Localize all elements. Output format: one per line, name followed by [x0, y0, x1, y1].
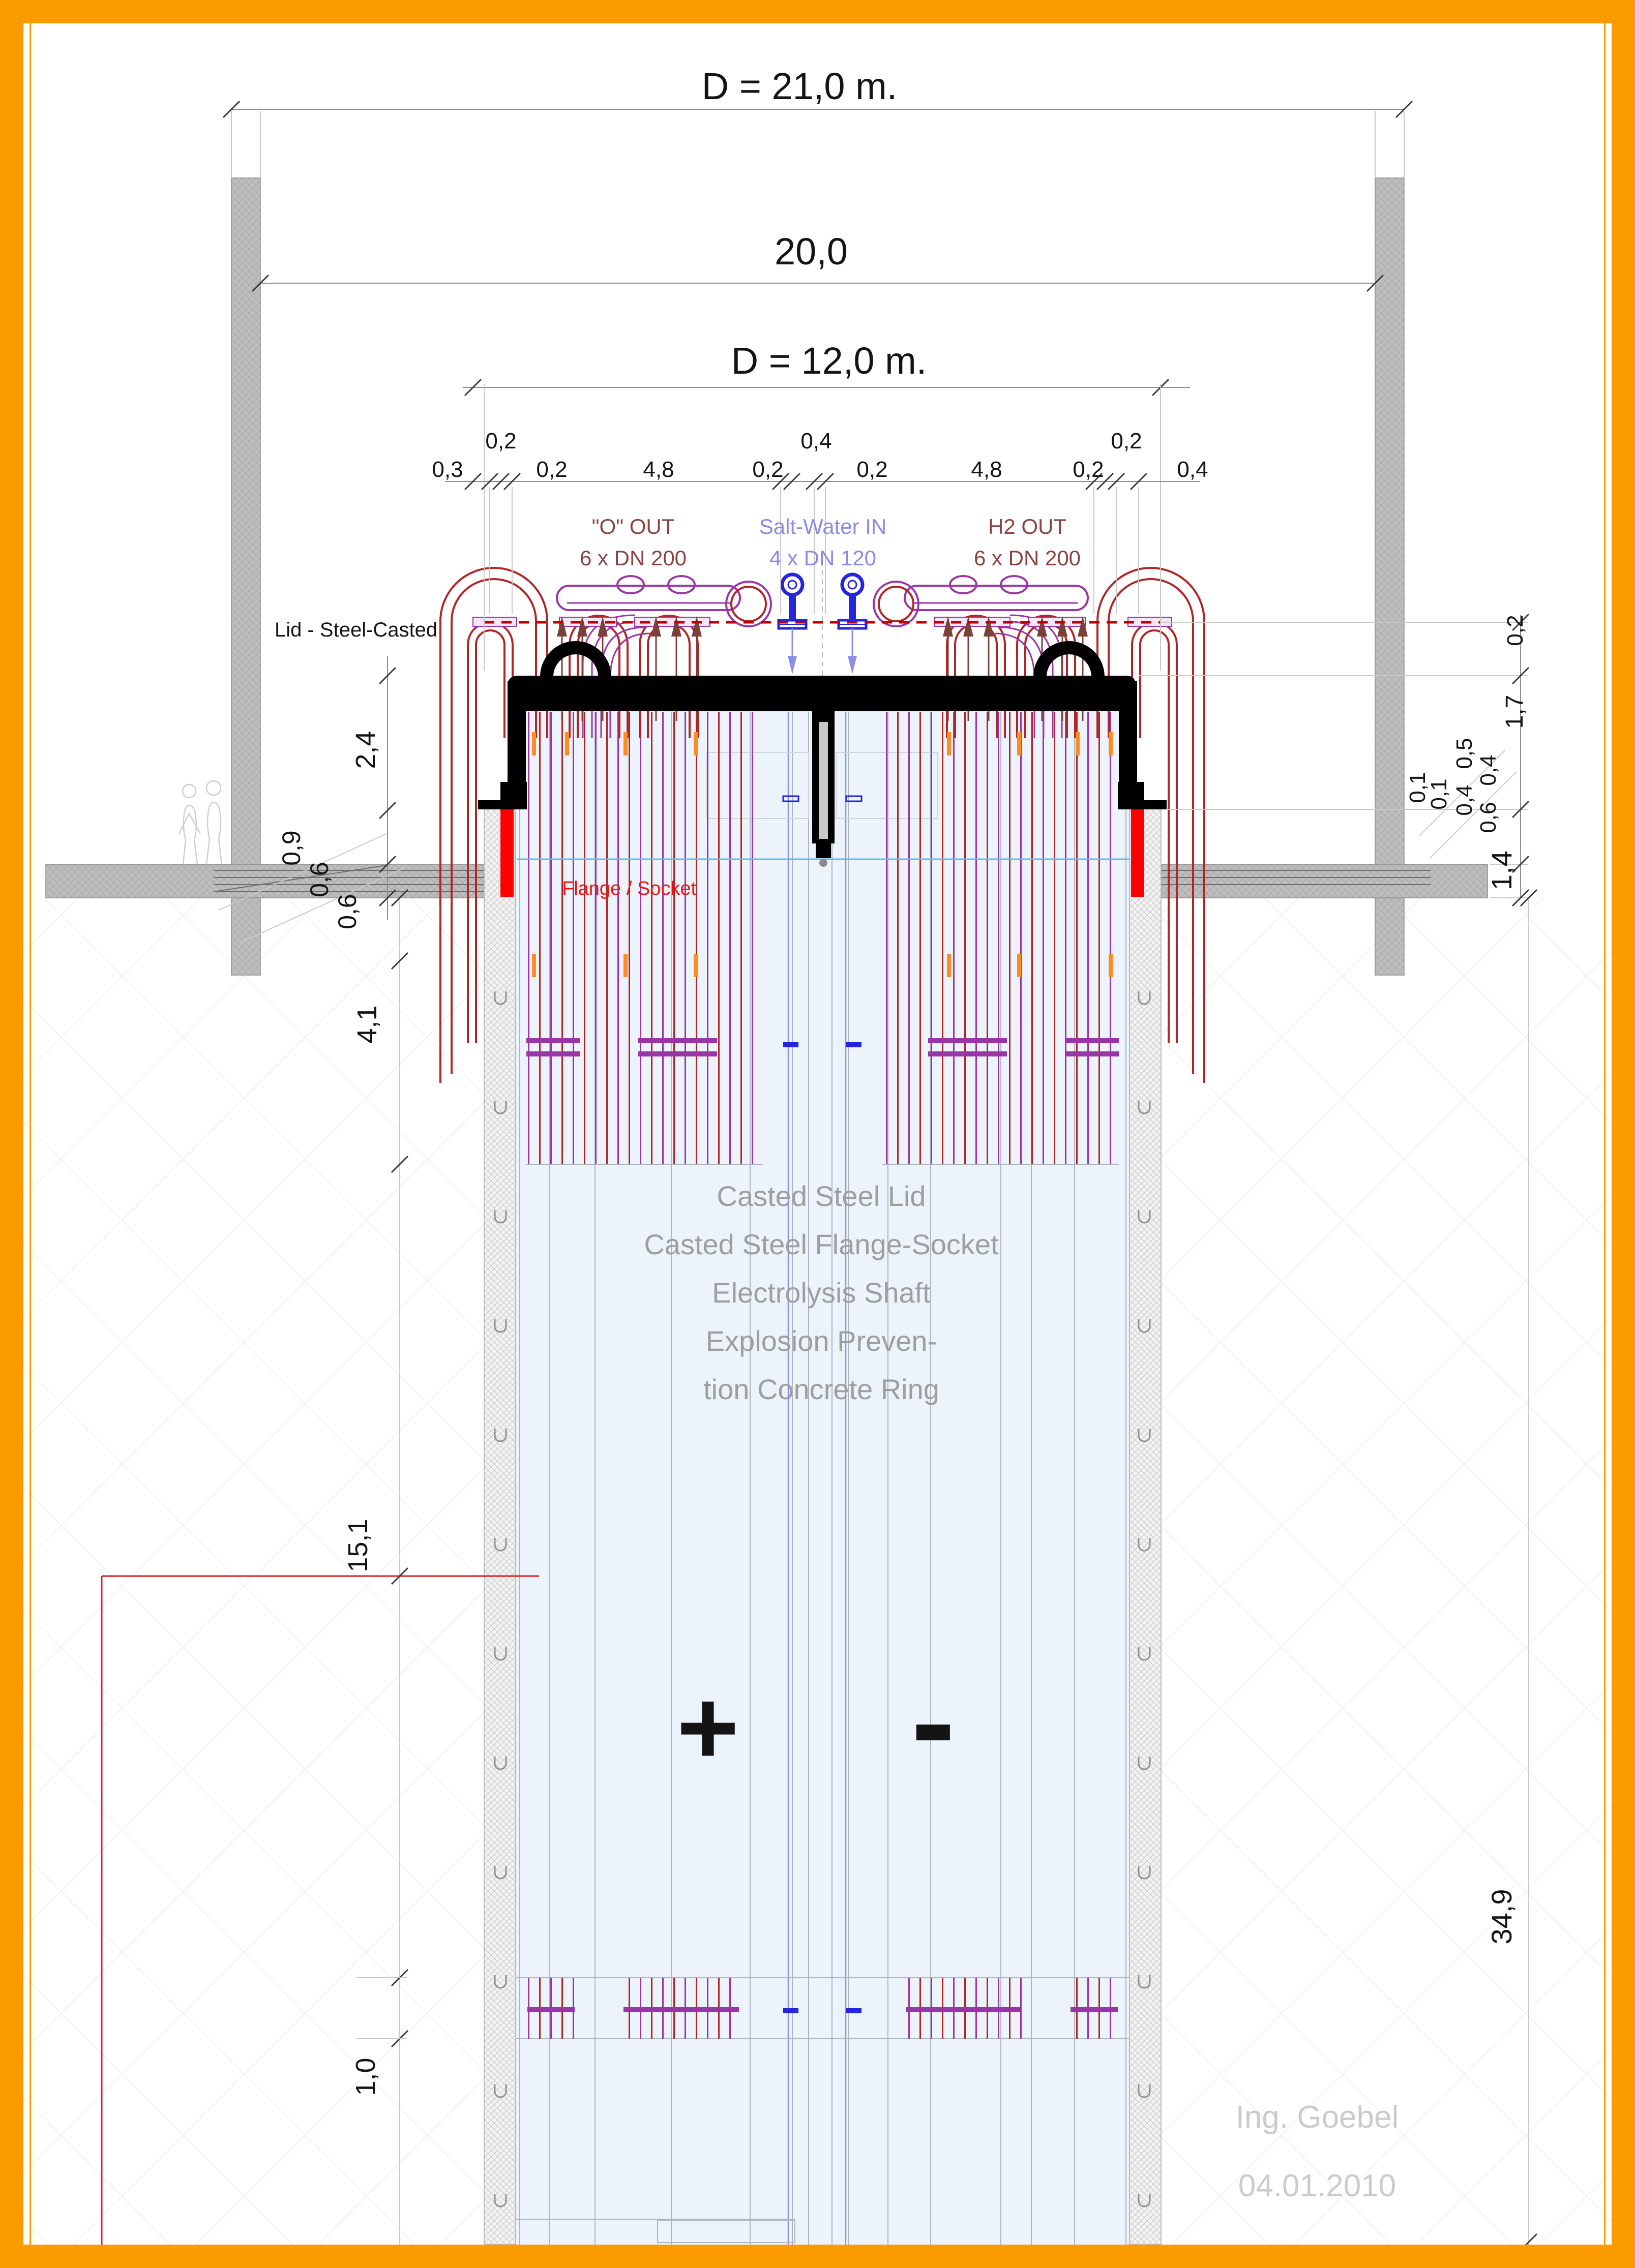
anode-plus-symbol: +	[676, 1668, 739, 1787]
dim-left: 15,1	[343, 1519, 373, 1573]
dim-upper: 0,2	[1111, 429, 1142, 453]
dim-inner-width: 20,0	[774, 230, 848, 273]
dim-left: 0,6	[333, 894, 362, 929]
dim-right: 0,5	[1452, 738, 1477, 769]
dim-right: 0,1	[1426, 778, 1451, 810]
right-ground-slab	[1161, 864, 1488, 898]
left-outer-wall	[231, 178, 260, 975]
dim-lid: 0,2	[1073, 457, 1104, 482]
dim-left: 1,0	[350, 2058, 381, 2096]
right-outer-wall	[1375, 178, 1404, 975]
cathode-minus-symbol: -	[911, 1648, 956, 1795]
dim-right: 0,1	[1405, 772, 1430, 803]
dim-left: 4,1	[352, 1005, 382, 1044]
dim-lid: 0,2	[752, 457, 784, 482]
center-text-line: Explosion Preven-	[705, 1325, 937, 1357]
dim-lid: 4,8	[971, 457, 1002, 482]
dim-lid: 0,2	[536, 457, 568, 482]
dim-right: 0,4	[1452, 784, 1477, 816]
dim-right: 34,9	[1485, 1889, 1518, 1945]
dim-right: 1,7	[1501, 694, 1528, 729]
lid-label: Lid - Steel-Casted	[275, 619, 438, 641]
pipe-label-h2-out: H2 OUT	[988, 515, 1067, 538]
center-text-line: Casted Steel Lid	[717, 1180, 926, 1212]
dim-left: 0,6	[305, 862, 334, 897]
dim-upper: 0,2	[485, 429, 517, 453]
dim-right: 0,2	[1503, 615, 1528, 646]
dim-lid: 4,8	[643, 457, 674, 482]
pipe-label-salt-water: Salt-Water IN	[759, 515, 887, 538]
pipe-label-o-out: "O" OUT	[591, 515, 675, 538]
dim-right: 0,6	[1476, 802, 1501, 833]
dim-lid: 0,2	[856, 457, 888, 482]
pipe-label-salt-water-spec: 4 x DN 120	[769, 546, 877, 570]
center-text-line: tion Concrete Ring	[703, 1373, 939, 1405]
dim-top-diameter: D = 21,0 m.	[701, 65, 898, 107]
dim-right: 1,4	[1485, 851, 1518, 890]
center-text-line: Electrolysis Shaft	[712, 1277, 931, 1309]
dim-left: 0,9	[277, 830, 306, 866]
dim-lid: 0,4	[1177, 457, 1208, 482]
left-ground-slab	[46, 864, 484, 898]
center-text-line: Casted Steel Flange-Socket	[644, 1228, 999, 1260]
pipe-label-o-out-spec: 6 x DN 200	[579, 546, 687, 570]
signature-name: Ing. Goebel	[1235, 2100, 1399, 2135]
flange-label: Flange / Socket	[562, 878, 697, 899]
signature-date: 04.01.2010	[1238, 2168, 1396, 2203]
dim-right: 0,4	[1476, 754, 1501, 786]
dim-lid: 0,3	[432, 457, 463, 482]
dim-lid-diameter: D = 12,0 m.	[731, 340, 927, 382]
pipe-label-h2-out-spec: 6 x DN 200	[973, 546, 1081, 570]
dim-upper: 0,4	[800, 429, 832, 453]
center-divider	[812, 676, 835, 867]
dim-left: 2,4	[350, 731, 381, 769]
